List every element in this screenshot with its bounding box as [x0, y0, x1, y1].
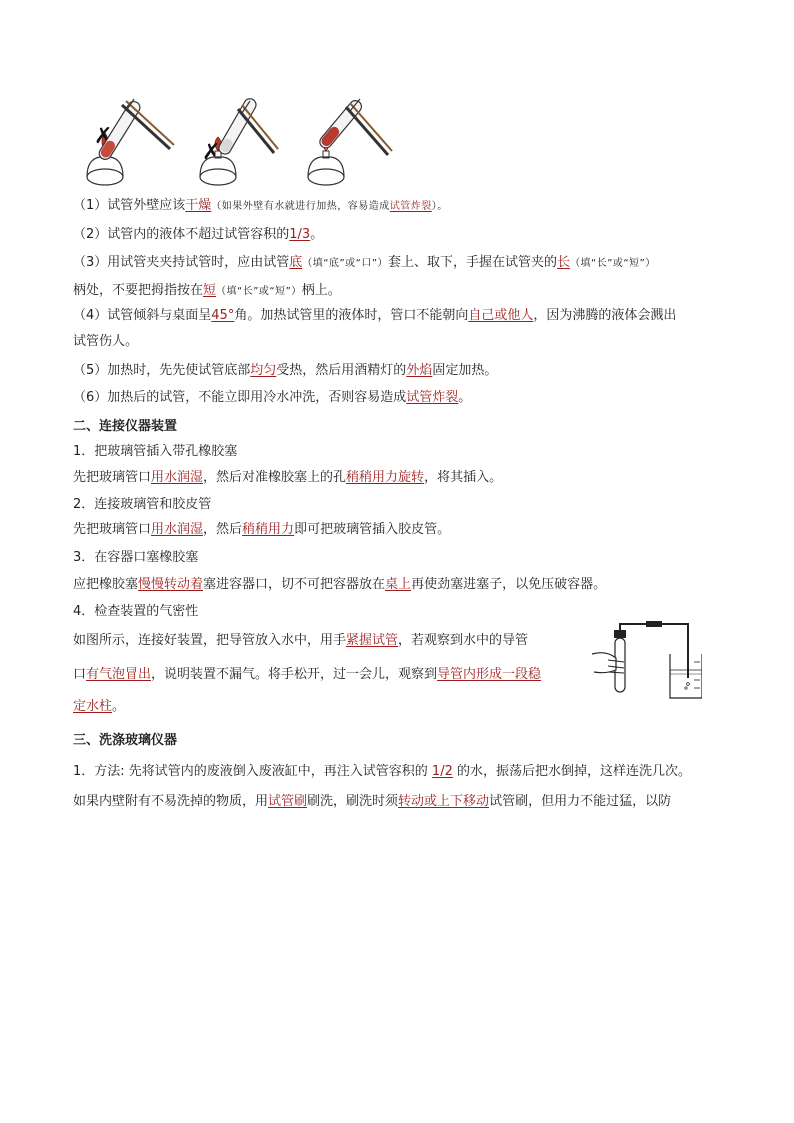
text-segment: （填“长”或“短”）: [570, 258, 656, 269]
text-line: [73, 469, 723, 487]
heating-scene-correct: [308, 98, 392, 185]
text-segment: 应把橡胶塞: [73, 577, 139, 592]
answer-text: 均匀: [250, 363, 277, 378]
text-segment: 。: [310, 227, 324, 242]
text-segment: 。: [112, 699, 126, 714]
text-line: [73, 632, 723, 650]
text-segment: ，因为沸腾的液体会溅出: [533, 308, 677, 323]
answer-text: 1/3: [289, 227, 311, 242]
airtightness-check-figure: [590, 618, 702, 704]
text-line: [73, 576, 723, 594]
text-segment: 固定加热。: [432, 363, 498, 378]
text-segment: 塞进容器口，切不可把容器放在: [203, 577, 386, 592]
text-segment: （3）用试管夹夹持试管时，应由试管: [73, 255, 290, 270]
text-segment: 试管伤人。: [73, 334, 139, 349]
text-line: [73, 666, 723, 684]
text-line: [73, 389, 723, 407]
text-segment: 柄上。: [301, 283, 341, 298]
text-line: [73, 549, 723, 567]
text-line: [73, 496, 723, 514]
answer-text: 导管内形成一段稳: [437, 667, 542, 682]
cross-mark-1: ✗: [94, 124, 113, 149]
text-segment: （4）试管倾斜与桌面呈: [73, 308, 212, 323]
text-segment: 角。加热试管里的液体时，管口不能朝向: [234, 308, 469, 323]
text-segment: （5）加热时，先先使试管底部: [73, 363, 251, 378]
text-segment: 口: [73, 667, 87, 682]
text-segment: （填“底”或“口”）: [302, 258, 389, 269]
answer-text: 用水润湿: [151, 470, 204, 485]
answer-text: 试管炸裂: [389, 201, 432, 212]
text-line: [73, 698, 723, 716]
text-segment: 试管刷，但用力不能过猛，以防: [489, 794, 672, 809]
answer-text: 短: [203, 283, 217, 298]
text-segment: 2．连接玻璃管和胶皮管: [73, 497, 212, 512]
text-line: [73, 603, 723, 621]
answer-text: 外焰: [406, 363, 433, 378]
text-line: [73, 443, 723, 461]
text-segment: （2）试管内的液体不超过试管容积的: [73, 227, 290, 242]
text-segment: 受热，然后用酒精灯的: [276, 363, 407, 378]
text-segment: 先把玻璃管口: [73, 522, 152, 537]
text-segment: 的水，振荡后把水倒掉，这样连洗几次。: [452, 764, 691, 779]
text-line: [73, 197, 723, 216]
answer-text: 慢慢转动着: [138, 577, 204, 592]
answer-text: 转动或上下移动: [398, 794, 490, 809]
answer-text: 干燥: [185, 198, 212, 213]
test-tube-heating-figure: [78, 93, 398, 189]
text-segment: 三、洗涤玻璃仪器: [73, 733, 178, 748]
text-segment: 先把玻璃管口: [73, 470, 152, 485]
text-segment: 如果内壁附有不易洗掉的物质，用: [73, 794, 269, 809]
text-segment: 即可把玻璃管插入胶皮管。: [294, 522, 451, 537]
text-segment: 二、连接仪器装置: [73, 419, 178, 434]
text-segment: ，然后: [203, 522, 243, 537]
text-line: [73, 793, 723, 811]
text-segment: ，然后对准橡胶塞上的孔: [203, 470, 347, 485]
text-line: [73, 333, 723, 351]
text-segment: 3．在容器口塞橡胶塞: [73, 550, 199, 565]
answer-text: 紧握试管: [346, 633, 399, 648]
text-segment: 刷洗，刷洗时须: [307, 794, 399, 809]
text-segment: ，若观察到水中的导管: [398, 633, 529, 648]
answer-text: 底: [289, 255, 303, 270]
section-heading: [73, 418, 723, 436]
text-segment: 。: [458, 390, 472, 405]
text-line: [73, 226, 723, 244]
heating-scene-wrong-1: [87, 99, 174, 185]
answer-text: 用水润湿: [151, 522, 204, 537]
answer-text: 桌上: [385, 577, 412, 592]
answer-text: 定水柱: [73, 699, 113, 714]
answer-text: 自己或他人: [468, 308, 534, 323]
text-line: [73, 307, 723, 325]
text-segment: 1．把玻璃管插入带孔橡胶塞: [73, 444, 238, 459]
cross-mark-2: ✗: [202, 140, 221, 165]
answer-text: 稍稍用力旋转: [346, 470, 425, 485]
answer-text: 稍稍用力: [242, 522, 295, 537]
answer-text: 45°: [211, 308, 235, 323]
text-line: [73, 282, 723, 301]
text-segment: 4．检查装置的气密性: [73, 604, 199, 619]
heating-scene-wrong-2: [200, 97, 278, 185]
text-segment: 1．方法: 先将试管内的废液倒入废液缸中，再注入试管容积的: [73, 764, 432, 779]
text-line: [73, 254, 723, 273]
text-line: [73, 362, 723, 380]
text-segment: 套上、取下，手握在试管夹的: [388, 255, 558, 270]
text-segment: ，将其插入。: [424, 470, 503, 485]
answer-text: 试管刷: [268, 794, 308, 809]
answer-text: 1/2: [431, 764, 453, 779]
answer-text: 试管炸裂: [406, 390, 459, 405]
text-line: [73, 763, 723, 781]
answer-text: 长: [557, 255, 571, 270]
section-heading: [73, 732, 723, 750]
text-segment: 如图所示，连接好装置，把导管放入水中，用手: [73, 633, 347, 648]
answer-text: 有气泡冒出: [86, 667, 152, 682]
text-segment: ）。: [431, 201, 448, 212]
text-segment: 柄处，不要把拇指按在: [73, 283, 204, 298]
text-segment: （填“长”或“短”）: [216, 286, 302, 297]
text-line: [73, 521, 723, 539]
text-segment: （6）加热后的试管，不能立即用冷水冲洗，否则容易造成: [73, 390, 407, 405]
text-segment: （1）试管外壁应该: [73, 198, 186, 213]
text-segment: ，说明装置不漏气。将手松开，过一会儿，观察到: [151, 667, 438, 682]
text-segment: （如果外壁有水就进行加热，容易造成: [211, 201, 390, 212]
text-segment: 再使劲塞进塞子，以免压破容器。: [411, 577, 607, 592]
